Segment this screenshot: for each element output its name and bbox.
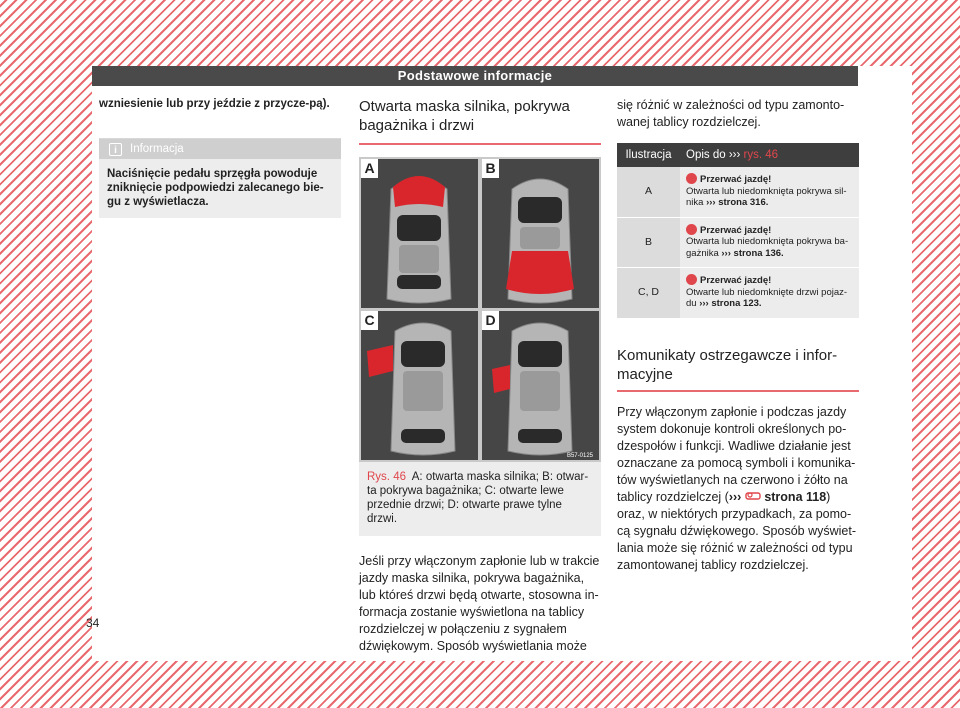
warning-table	[617, 143, 859, 319]
section-heading: Otwarta maska silnika, pokrywa bagażnika i drzwi	[359, 97, 601, 145]
row-ref-link[interactable]: strona 316.	[718, 197, 769, 208]
car-front-left-door-open-illustration	[361, 311, 478, 460]
row-title: Przerwać jazdę!	[700, 224, 772, 236]
column-middle	[359, 97, 601, 655]
panel-label: D	[482, 311, 499, 330]
car-trunk-open-illustration	[482, 159, 599, 308]
stop-warning-icon	[686, 173, 697, 184]
link-arrows-icon: ›››	[706, 197, 716, 208]
panel-label: A	[361, 159, 378, 178]
table-row	[617, 217, 859, 268]
table-header-row	[617, 143, 859, 167]
paragraph-continued: się różnić w zależności od typu zamonto-wanej tablicy rozdzielczej.	[617, 98, 845, 129]
car-rear-right-door-open-illustration	[482, 311, 599, 460]
figure-panel-d	[482, 311, 599, 460]
link-arrows-icon: ›››	[721, 247, 731, 259]
info-icon: i	[109, 143, 122, 156]
row-key: A	[617, 167, 680, 217]
table-header-illustration: Ilustracja	[617, 143, 680, 167]
figure-caption-text: A: otwarta maska silnika; B: otwar-ta pokrywa bagażnika; C: otwarte lewe przednie drzwi; D: otwarte prawe tylne drzwi.	[367, 471, 589, 525]
info-box	[99, 138, 341, 218]
row-title: Przerwać jazdę!	[700, 174, 772, 185]
row-ref-link[interactable]: strona 136.	[733, 247, 784, 259]
row-ref-link[interactable]: strona 123.	[711, 298, 762, 309]
stop-warning-icon	[686, 224, 697, 235]
paragraph-continued: wzniesienie lub przy jeździe z przycze-pą).	[99, 98, 330, 110]
link-arrows-icon: ›››	[728, 149, 741, 161]
info-box-header	[99, 139, 341, 159]
table-header-description	[680, 143, 859, 167]
row-text: Otwarte lub niedomknięte drzwi pojaz-du	[686, 286, 848, 309]
panel-label: B	[482, 159, 499, 178]
figure-panel-b	[482, 159, 599, 308]
table-header-text: Opis do	[686, 149, 726, 161]
body-ref-link[interactable]: strona 118	[764, 489, 827, 504]
figure-ref-code: B57-0125	[566, 453, 593, 459]
figure-panel-c	[361, 311, 478, 460]
row-key: C, D	[617, 268, 680, 319]
figure-panel-a	[361, 159, 478, 308]
figure-caption-ref: Rys. 46	[367, 471, 406, 483]
link-arrows-icon: ›››	[699, 298, 709, 309]
body-text-start: Przy włączonym zapłonie i podczas jazdy system dokonuje kontroli określonych po-dzespołów i funkcji. Wadliwe działanie jest oznaczane za pomocą symboli i komunika-tów wyświetlanych na czerwono i żółto na tablicy rozdzielczej (	[617, 404, 856, 504]
warning-lamp-icon	[745, 490, 761, 504]
row-text: Otwarta lub niedomknięta pokrywa sil-nika	[686, 185, 847, 208]
column-left	[99, 97, 341, 218]
column-right	[617, 97, 859, 574]
section-heading: Komunikaty ostrzegawcze i infor-macyjne	[617, 346, 859, 392]
body-text	[617, 404, 859, 574]
figure-car-openings	[359, 157, 601, 462]
page-header: Podstawowe informacje	[92, 66, 858, 86]
row-description	[680, 268, 859, 319]
info-label: Informacja	[130, 143, 184, 155]
link-arrows-icon: ›››	[728, 489, 742, 504]
table-row	[617, 167, 859, 217]
panel-label: C	[361, 311, 378, 330]
row-description	[680, 167, 859, 217]
figure-caption	[359, 462, 601, 536]
row-text: Otwarta lub niedomknięta pokrywa ba-gażnika	[686, 236, 849, 259]
body-text: Jeśli przy włączonym zapłonie lub w trakcie jazdy maska silnika, pokrywa bagażnika, lub któreś drzwi będą otwarte, stosowna in-formacja zostanie wyświetlona na tablicy rozdzielczej w połączeniu z sygnałem dźwiękowym. Sposób wyświetlania może	[359, 554, 600, 653]
page-number: 34	[86, 616, 100, 630]
stop-warning-icon	[686, 274, 697, 285]
row-description	[680, 217, 859, 268]
table-header-ref-link[interactable]: rys. 46	[743, 149, 779, 161]
body-text-end: ) oraz, w niektórych przypadkach, za pomo-cą sygnału dźwiękowego. Sposób wyświet-lania może się różnić w zależności od typu zamontowanej tablicy rozdzielczej.	[617, 489, 857, 572]
row-title: Przerwać jazdę!	[700, 275, 772, 286]
info-text: Naciśnięcie pedału sprzęgła powoduje zniknięcie podpowiedzi zalecanego bie-gu z wyświetlacza.	[107, 168, 324, 208]
car-hood-open-illustration	[361, 159, 478, 308]
table-row	[617, 268, 859, 319]
row-key: B	[617, 217, 680, 268]
